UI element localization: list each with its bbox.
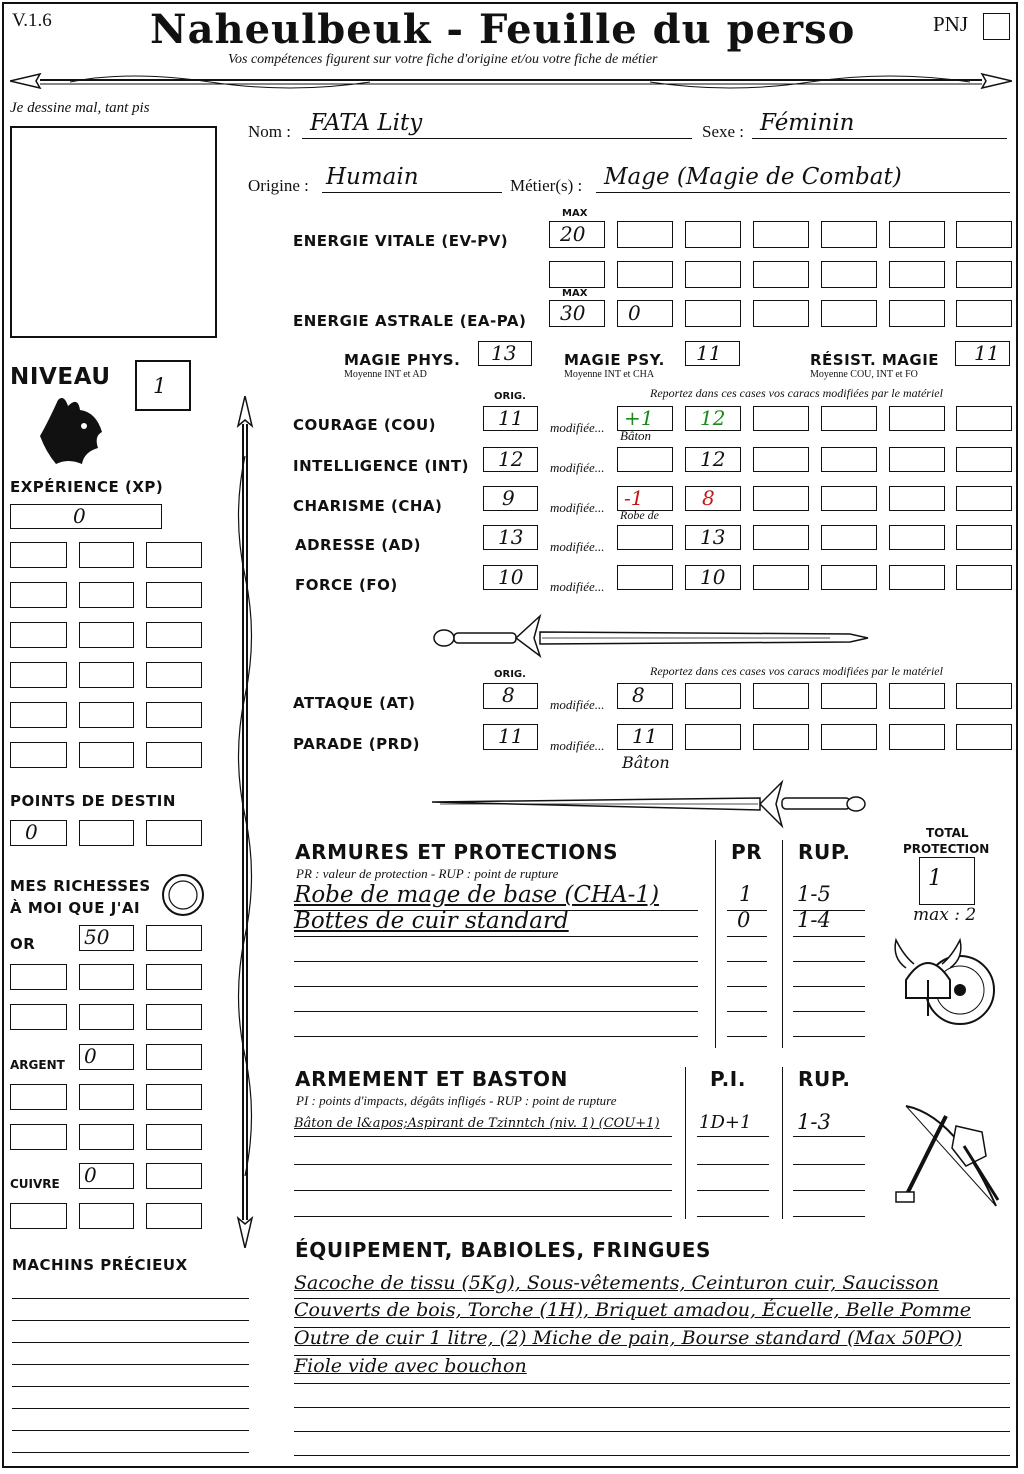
- equipment-text: Sacoche de tissu (5Kg), Sous-vêtements, Ceinturon cuir, Saucisson: [294, 1272, 939, 1294]
- ea-current-value: 0: [628, 301, 641, 325]
- weapon-row[interactable]: [294, 1190, 672, 1217]
- xp-grid-box[interactable]: [79, 542, 134, 568]
- silver-box[interactable]: [146, 1084, 202, 1110]
- xp-grid-box[interactable]: [146, 622, 202, 648]
- armor-title: ARMURES ET PROTECTIONS: [295, 840, 619, 864]
- attack-box[interactable]: [753, 683, 809, 709]
- attack-box[interactable]: [685, 683, 741, 709]
- sword-icon: [430, 612, 870, 658]
- attack-box[interactable]: [956, 683, 1012, 709]
- armor-pr-value: 1: [739, 882, 753, 906]
- weapons-note: PI : points d'impacts, dégâts infligés - RUP : point de rupture: [296, 1093, 617, 1108]
- stat-orig-value: 10: [498, 565, 524, 589]
- stat-label-cou: COURAGE (COU): [293, 416, 437, 434]
- stat-box[interactable]: [889, 565, 945, 590]
- ev-label: ENERGIE VITALE (EV-PV): [293, 232, 509, 250]
- version-label: V.1.6: [12, 10, 52, 31]
- wealth-label: À MOI QUE J'AI: [10, 899, 141, 917]
- xp-grid-box[interactable]: [10, 662, 67, 688]
- stat-mod-note: Robe de: [620, 508, 659, 522]
- ev-box[interactable]: [753, 261, 809, 288]
- attack-label: ATTAQUE (AT): [293, 694, 416, 712]
- stat-box[interactable]: [956, 525, 1012, 550]
- precious-line[interactable]: [12, 1298, 249, 1321]
- stat-orig-value: 13: [498, 525, 524, 549]
- job-value: Mage (Magie de Combat): [604, 164, 902, 190]
- magic-psy-value: 11: [696, 341, 722, 365]
- destiny-label: POINTS DE DESTIN: [10, 792, 176, 810]
- origin-field[interactable]: [322, 164, 502, 193]
- stat-label-fo: FORCE (FO): [295, 576, 398, 594]
- xp-grid-box[interactable]: [146, 542, 202, 568]
- armor-row[interactable]: [294, 961, 698, 987]
- weapon-row[interactable]: [294, 1164, 672, 1191]
- parry-box[interactable]: [821, 724, 877, 750]
- armor-divider: [782, 840, 783, 1048]
- sex-label: Sexe :: [702, 122, 745, 141]
- xp-grid-box[interactable]: [10, 582, 67, 608]
- pnj-checkbox[interactable]: [983, 13, 1010, 40]
- ev-box[interactable]: [617, 221, 673, 248]
- xp-grid-box[interactable]: [10, 542, 67, 568]
- silver-box[interactable]: [79, 1084, 134, 1110]
- ea-label: ENERGIE ASTRALE (EA-PA): [293, 312, 527, 330]
- sheet-title: Naheulbeuk - Feuille du perso: [150, 6, 856, 53]
- attack-box[interactable]: [821, 683, 877, 709]
- wealth-label: MES RICHESSES: [10, 877, 151, 895]
- ev-box[interactable]: [821, 221, 877, 248]
- total-protection-box[interactable]: [919, 857, 975, 905]
- coin-icon: [160, 872, 206, 918]
- ev-box[interactable]: [617, 261, 673, 288]
- armor-row[interactable]: [294, 936, 698, 962]
- precious-line[interactable]: [12, 1342, 249, 1365]
- armor-rup-cell[interactable]: [793, 882, 865, 911]
- parry-box[interactable]: [685, 724, 741, 750]
- armor-rup-cell[interactable]: [793, 910, 865, 937]
- magic-psy-label: MAGIE PSY.: [564, 351, 665, 369]
- weapon-pi-cell[interactable]: [697, 1190, 769, 1217]
- origin-value: Humain: [326, 164, 419, 190]
- armor-pr-cell[interactable]: [727, 882, 767, 911]
- ev-box[interactable]: [956, 221, 1012, 248]
- name-label: Nom :: [248, 122, 291, 141]
- weapon-note: Bâton: [622, 753, 670, 772]
- armor-row[interactable]: [294, 1011, 698, 1037]
- xp-grid-box[interactable]: [146, 742, 202, 768]
- spear-vertical-icon: [228, 396, 262, 1248]
- parry-label: PARADE (PRD): [293, 735, 421, 753]
- stat-result-value: 13: [700, 525, 726, 549]
- equipment-text: Outre de cuir 1 litre, (2) Miche de pain, Bourse standard (Max 50PO): [294, 1327, 963, 1349]
- gold-label: OR: [10, 935, 36, 953]
- stat-box[interactable]: [956, 486, 1012, 511]
- xp-grid-box[interactable]: [146, 662, 202, 688]
- precious-line[interactable]: [12, 1320, 249, 1343]
- armor-divider: [715, 840, 716, 1048]
- stat-orig-cou[interactable]: [483, 406, 538, 431]
- crossed-weapons-icon: [886, 1096, 1008, 1218]
- modif-label: modifiée...: [550, 579, 605, 594]
- armor-pr-label: PR: [731, 840, 763, 864]
- weapons-title: ARMEMENT ET BASTON: [295, 1067, 568, 1091]
- copper-label: CUIVRE: [10, 1177, 60, 1191]
- helmet-shield-icon: [888, 928, 1000, 1038]
- weapon-rup-cell[interactable]: [793, 1138, 865, 1165]
- armor-note: PR : valeur de protection - RUP : point de rupture: [296, 866, 559, 881]
- stat-box[interactable]: [753, 565, 809, 590]
- copper-box[interactable]: [10, 1203, 67, 1229]
- weapon-rup-cell[interactable]: [793, 1112, 865, 1137]
- destiny-box[interactable]: [79, 820, 134, 846]
- level-label: NIVEAU: [10, 364, 111, 390]
- weapon-row[interactable]: [294, 1112, 672, 1137]
- stat-label-int: INTELLIGENCE (INT): [293, 457, 469, 475]
- ea-box[interactable]: [617, 300, 673, 327]
- xp-grid-box[interactable]: [10, 742, 67, 768]
- attack-orig-box[interactable]: [483, 683, 538, 709]
- equipment-text: Couverts de bois, Torche (1H), Briquet amadou, Écuelle, Belle Pomme: [294, 1299, 971, 1321]
- ea-box[interactable]: [889, 300, 945, 327]
- stat-box[interactable]: [753, 486, 809, 511]
- ea-box[interactable]: [956, 300, 1012, 327]
- ev-box[interactable]: [753, 221, 809, 248]
- sheet-subtitle: Vos compétences figurent sur votre fiche d'origine et/ou votre fiche de métier: [228, 52, 658, 67]
- gold-box[interactable]: [146, 1004, 202, 1030]
- total-protection-value: 1: [928, 866, 942, 891]
- stat-box[interactable]: [956, 447, 1012, 472]
- stat-label-cha: CHARISME (CHA): [293, 497, 443, 515]
- gold-box[interactable]: [146, 964, 202, 990]
- stat-box[interactable]: [889, 525, 945, 550]
- name-value: FATA Lity: [310, 110, 423, 136]
- stat-result-value: 8: [702, 486, 715, 510]
- attack-result-value: 8: [632, 683, 645, 707]
- stat-mod-int[interactable]: [617, 447, 673, 472]
- destiny-box[interactable]: [146, 820, 202, 846]
- stat-result-ad[interactable]: [685, 525, 741, 550]
- stat-box[interactable]: [889, 447, 945, 472]
- level-value: 1: [153, 374, 167, 398]
- weapons-pi-label: P.I.: [710, 1067, 747, 1091]
- ea-max-label: MAX: [562, 288, 588, 299]
- destiny-value: 0: [25, 820, 38, 844]
- weapon-name: Bâton de l&apos;Aspirant de Tzinntch (niv. 1) (COU+1): [294, 1116, 660, 1131]
- ev-max-value: 20: [560, 222, 586, 246]
- stat-orig-fo[interactable]: [483, 565, 538, 590]
- stat-box[interactable]: [753, 525, 809, 550]
- xp-grid-box[interactable]: [146, 702, 202, 728]
- xp-grid-box[interactable]: [146, 582, 202, 608]
- gold-box[interactable]: [10, 1004, 67, 1030]
- portrait-box[interactable]: [10, 126, 217, 338]
- armor-rup-cell[interactable]: [793, 961, 865, 987]
- xp-grid-box[interactable]: [79, 742, 134, 768]
- level-box[interactable]: [135, 360, 191, 411]
- stat-orig-value: 12: [498, 447, 524, 471]
- stat-result-value: 12: [700, 447, 726, 471]
- xp-grid-box[interactable]: [79, 622, 134, 648]
- pnj-label: PNJ: [933, 12, 969, 36]
- armor-rup-cell[interactable]: [793, 986, 865, 1012]
- ev-box[interactable]: [821, 261, 877, 288]
- magic-phys-label: MAGIE PHYS.: [344, 351, 461, 369]
- magic-resist-note: Moyenne COU, INT et FO: [810, 369, 918, 380]
- armor-rup-value: 1-4: [797, 908, 831, 932]
- stat-box[interactable]: [821, 447, 877, 472]
- sword-icon: [430, 778, 870, 832]
- equipment-line[interactable]: [294, 1327, 1010, 1356]
- modif-label: modifiée...: [550, 420, 605, 435]
- copper-box[interactable]: [79, 1203, 134, 1229]
- precious-line[interactable]: [12, 1364, 249, 1387]
- weapon-rup-value: 1-3: [797, 1110, 831, 1134]
- ea-box[interactable]: [821, 300, 877, 327]
- silver-box[interactable]: [79, 1044, 134, 1070]
- armor-rup-cell[interactable]: [793, 1011, 865, 1037]
- silver-box[interactable]: [10, 1084, 67, 1110]
- equipment-line[interactable]: [294, 1299, 1010, 1328]
- ea-box[interactable]: [753, 300, 809, 327]
- stat-result-value: 10: [700, 565, 726, 589]
- stat-mod-ad[interactable]: [617, 525, 673, 550]
- magic-phys-note: Moyenne INT et AD: [344, 369, 427, 380]
- gold-box[interactable]: [146, 925, 202, 951]
- armor-pr-value: 0: [737, 908, 751, 932]
- gold-box[interactable]: [10, 964, 67, 990]
- weapon-rup-cell[interactable]: [793, 1190, 865, 1217]
- weapon-rup-cell[interactable]: [793, 1164, 865, 1191]
- stat-box[interactable]: [753, 406, 809, 431]
- stat-box[interactable]: [956, 565, 1012, 590]
- xp-value: 0: [73, 504, 86, 528]
- silver-box[interactable]: [10, 1124, 67, 1150]
- xp-grid-box[interactable]: [79, 662, 134, 688]
- combat-report-note: Reportez dans ces cases vos caracs modifiées par le matériel: [650, 664, 943, 678]
- name-field[interactable]: [302, 110, 692, 139]
- parry-orig-box[interactable]: [483, 724, 538, 750]
- equipment-line[interactable]: [294, 1407, 1010, 1432]
- report-note: Reportez dans ces cases vos caracs modifiées par le matériel: [650, 386, 943, 400]
- equipment-line[interactable]: [294, 1272, 1010, 1299]
- stat-orig-ad[interactable]: [483, 525, 538, 550]
- armor-pr-cell[interactable]: [727, 1011, 767, 1037]
- origin-label: Origine :: [248, 176, 309, 195]
- stat-mod-fo[interactable]: [617, 565, 673, 590]
- xp-label: EXPÉRIENCE (XP): [10, 478, 164, 496]
- stat-mod-note: Bâton: [620, 428, 652, 443]
- stat-box[interactable]: [889, 406, 945, 431]
- combat-orig-label: ORIG.: [494, 669, 526, 680]
- weapons-divider: [782, 1067, 783, 1219]
- modif-label: modifiée...: [550, 460, 605, 475]
- copper-box[interactable]: [146, 1203, 202, 1229]
- armor-name: Bottes de cuir standard: [294, 908, 569, 934]
- armor-pr-cell[interactable]: [727, 910, 767, 937]
- modif-label: modifiée...: [550, 738, 605, 753]
- weapon-pi-cell[interactable]: [697, 1112, 769, 1137]
- parry-box[interactable]: [956, 724, 1012, 750]
- equipment-line[interactable]: [294, 1355, 1010, 1384]
- magic-psy-box[interactable]: [685, 341, 740, 366]
- gold-box[interactable]: [79, 1004, 134, 1030]
- attack-result-box[interactable]: [617, 683, 673, 709]
- stat-orig-value: 9: [502, 486, 515, 510]
- magic-resist-box[interactable]: [955, 341, 1010, 366]
- weapon-pi-cell[interactable]: [697, 1138, 769, 1165]
- ea-max-box[interactable]: [549, 300, 605, 327]
- stat-box[interactable]: [889, 486, 945, 511]
- portrait-caption: Je dessine mal, tant pis: [10, 100, 150, 116]
- parry-result-box[interactable]: [617, 724, 673, 750]
- stat-box[interactable]: [821, 525, 877, 550]
- stat-orig-cha[interactable]: [483, 486, 538, 511]
- job-label: Métier(s) :: [510, 176, 583, 195]
- silver-value: 0: [84, 1044, 97, 1068]
- stat-box[interactable]: [821, 565, 877, 590]
- equipment-text: Fiole vide avec bouchon: [294, 1355, 527, 1377]
- stat-box[interactable]: [821, 486, 877, 511]
- stat-label-ad: ADRESSE (AD): [295, 536, 422, 554]
- stat-box[interactable]: [821, 406, 877, 431]
- weapon-pi-cell[interactable]: [697, 1164, 769, 1191]
- equipment-line[interactable]: [294, 1383, 1010, 1408]
- armor-row[interactable]: [294, 910, 698, 937]
- armor-pr-cell[interactable]: [727, 936, 767, 962]
- copper-box[interactable]: [146, 1163, 202, 1189]
- dragon-icon: [38, 392, 106, 466]
- precious-line[interactable]: [12, 1386, 249, 1409]
- precious-line[interactable]: [12, 1430, 249, 1453]
- xp-grid-box[interactable]: [10, 702, 67, 728]
- armor-row[interactable]: [294, 882, 698, 911]
- stat-box[interactable]: [753, 447, 809, 472]
- xp-grid-box[interactable]: [79, 702, 134, 728]
- ea-box[interactable]: [685, 300, 741, 327]
- magic-phys-box[interactable]: [478, 341, 532, 366]
- modif-label: modifiée...: [550, 697, 605, 712]
- stat-result-int[interactable]: [685, 447, 741, 472]
- magic-resist-value: 11: [974, 341, 1000, 365]
- modif-label: modifiée...: [550, 539, 605, 554]
- ev-max-label: MAX: [562, 208, 588, 219]
- attack-box[interactable]: [889, 683, 945, 709]
- magic-resist-label: RÉSIST. MAGIE: [810, 351, 940, 369]
- equipment-line[interactable]: [294, 1431, 1010, 1456]
- ev-box[interactable]: [956, 261, 1012, 288]
- gold-box[interactable]: [79, 964, 134, 990]
- silver-box[interactable]: [79, 1124, 134, 1150]
- stat-mod-value: -1: [624, 486, 644, 510]
- copper-value: 0: [84, 1163, 97, 1187]
- armor-rup-cell[interactable]: [793, 936, 865, 962]
- total-protection-label: PROTECTION: [903, 842, 990, 856]
- parry-box[interactable]: [753, 724, 809, 750]
- ev-box[interactable]: [889, 261, 945, 288]
- parry-result-value: 11: [632, 724, 658, 748]
- stat-result-value: 12: [700, 406, 726, 430]
- silver-box[interactable]: [146, 1044, 202, 1070]
- armor-rup-label: RUP.: [798, 840, 851, 864]
- orig-label: ORIG.: [494, 391, 526, 402]
- total-protection-label: TOTAL: [926, 826, 969, 840]
- armor-pr-cell[interactable]: [727, 986, 767, 1012]
- ev-max-box[interactable]: [549, 221, 605, 248]
- ev-box[interactable]: [549, 261, 605, 288]
- weapon-pi-value: 1D+1: [699, 1112, 752, 1133]
- stat-result-fo[interactable]: [685, 565, 741, 590]
- precious-line[interactable]: [12, 1408, 249, 1431]
- armor-rup-value: 1-5: [797, 882, 831, 906]
- gold-value: 50: [84, 925, 110, 949]
- ea-max-value: 30: [560, 301, 586, 325]
- armor-pr-cell[interactable]: [727, 961, 767, 987]
- precious-line[interactable]: [12, 1276, 249, 1299]
- stat-result-cha[interactable]: [685, 486, 741, 511]
- parry-orig-value: 11: [498, 724, 524, 748]
- magic-psy-note: Moyenne INT et CHA: [564, 369, 655, 380]
- xp-grid-box[interactable]: [10, 622, 67, 648]
- destiny-box[interactable]: [10, 820, 67, 846]
- job-field[interactable]: [596, 164, 1010, 193]
- copper-box[interactable]: [79, 1163, 134, 1189]
- magic-phys-value: 13: [491, 341, 517, 365]
- gold-box[interactable]: [79, 925, 134, 951]
- precious-label: MACHINS PRÉCIEUX: [12, 1256, 188, 1274]
- weapons-divider: [685, 1067, 686, 1219]
- armor-row[interactable]: [294, 986, 698, 1012]
- ev-box[interactable]: [685, 261, 741, 288]
- xp-box[interactable]: [10, 504, 162, 529]
- ev-box[interactable]: [889, 221, 945, 248]
- modif-label: modifiée...: [550, 500, 605, 515]
- xp-grid-box[interactable]: [79, 582, 134, 608]
- parry-box[interactable]: [889, 724, 945, 750]
- weapon-row[interactable]: [294, 1138, 672, 1165]
- equipment-title: ÉQUIPEMENT, BABIOLES, FRINGUES: [295, 1238, 712, 1262]
- armor-name: Robe de mage de base (CHA-1): [294, 882, 660, 908]
- sex-field[interactable]: [752, 110, 1007, 139]
- sex-value: Féminin: [760, 110, 855, 136]
- stat-orig-value: 11: [498, 406, 524, 430]
- ev-box[interactable]: [685, 221, 741, 248]
- weapons-rup-label: RUP.: [798, 1067, 851, 1091]
- stat-mod-value: +1: [624, 406, 654, 430]
- total-protection-max: max : 2: [913, 905, 977, 925]
- stat-result-cou[interactable]: [685, 406, 741, 431]
- stat-orig-int[interactable]: [483, 447, 538, 472]
- silver-label: ARGENT: [10, 1058, 65, 1072]
- attack-orig-value: 8: [502, 683, 515, 707]
- stat-box[interactable]: [956, 406, 1012, 431]
- silver-box[interactable]: [146, 1124, 202, 1150]
- spear-divider-icon: [10, 66, 1012, 96]
